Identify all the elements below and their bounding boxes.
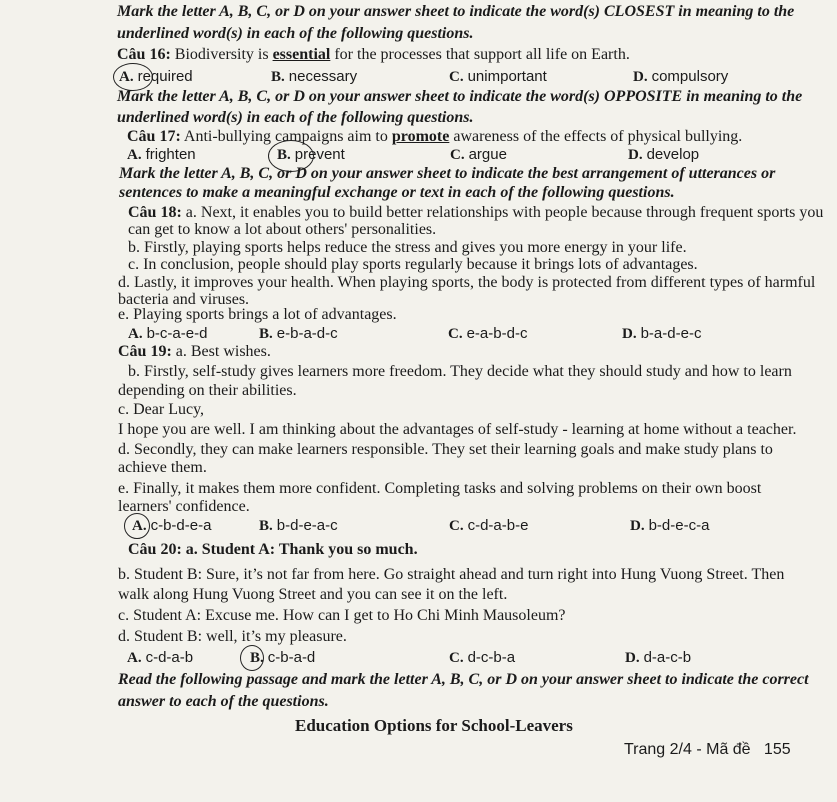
q17-option-d[interactable]: D. develop <box>628 146 700 163</box>
q20-option-a[interactable]: A. c-d-a-b <box>127 649 194 666</box>
question-19-line-9: learners' confidence. <box>118 498 250 515</box>
question-18-line-3: b. Firstly, playing sports helps reduce the stress and gives you more energy in your life. <box>128 239 687 256</box>
question-20-label: Câu 20: <box>128 541 182 558</box>
q17-option-c[interactable]: C. argue <box>450 146 507 163</box>
q19-option-a[interactable]: A. c-b-d-e-a <box>132 517 212 534</box>
q17-option-b[interactable]: B. prevent <box>277 146 345 163</box>
question-16: Câu 16: Biodiversity is essential for the processes that support all life on Earth. <box>117 46 630 63</box>
q19-option-b[interactable]: B. b-d-e-a-c <box>259 517 338 534</box>
question-18-line-2: can get to know a lot about others' personalities. <box>128 221 437 238</box>
answer-circle-mark <box>113 63 153 91</box>
question-18-line-4: c. In conclusion, people should play sports regularly because it brings lots of advantages. <box>128 256 698 273</box>
q19-option-c[interactable]: C. c-d-a-b-e <box>449 517 529 534</box>
q16-option-b[interactable]: B. necessary <box>271 68 358 85</box>
instruction-reading-line-2: answer to each of the questions. <box>118 693 329 710</box>
instruction-opposite-line-2: underlined word(s) in each of the following questions. <box>117 109 474 126</box>
q16-option-d[interactable]: D. compulsory <box>633 68 729 85</box>
question-16-label: Câu 16: <box>117 46 171 63</box>
question-19-line-1: Câu 19: a. Best wishes. <box>118 343 271 360</box>
question-17-label: Câu 17: <box>127 128 181 145</box>
question-20-line-1: Câu 20: a. Student A: Thank you so much. <box>128 541 418 558</box>
question-18-line-1: Câu 18: a. Next, it enables you to build better relationships with people because through frequent sports you <box>128 204 824 221</box>
question-19-line-6: d. Secondly, they can make learners responsible. They set their learning goals and make study plans to <box>118 441 773 458</box>
question-19-label: Câu 19: <box>118 343 172 360</box>
q20-option-b[interactable]: B. c-b-a-d <box>250 649 316 666</box>
instruction-reading-line-1: Read the following passage and mark the letter A, B, C, or D on your answer sheet to indicate the correct <box>118 671 809 688</box>
page-footer: Trang 2/4 - Mã đề 155 <box>624 741 791 758</box>
underlined-word: essential <box>272 46 331 63</box>
question-19-line-5: I hope you are well. I am thinking about the advantages of self-study - learning at home without a teacher. <box>118 421 797 438</box>
instruction-opposite-line-1: Mark the letter A, B, C, or D on your answer sheet to indicate the word(s) OPPOSITE in meaning to the <box>117 88 803 105</box>
instruction-arrange-line-2: sentences to make a meaningful exchange or text in each of the following questions. <box>119 184 675 201</box>
q20-option-d[interactable]: D. d-a-c-b <box>625 649 692 666</box>
q18-option-b[interactable]: B. e-b-a-d-c <box>259 325 338 342</box>
question-18-label: Câu 18: <box>128 204 182 221</box>
q18-option-a[interactable]: A. b-c-a-e-d <box>128 325 208 342</box>
question-19-line-2: b. Firstly, self-study gives learners more freedom. They decide what they should study and how to learn <box>128 363 792 380</box>
q20-option-c[interactable]: C. d-c-b-a <box>449 649 516 666</box>
q19-option-d[interactable]: D. b-d-e-c-a <box>630 517 710 534</box>
instruction-arrange-line-1: Mark the letter A, B, C, or D on your answer sheet to indicate the best arrangement of utterances or <box>119 165 776 182</box>
answer-circle-mark <box>124 513 150 539</box>
question-20-line-3: walk along Hung Vuong Street and you can see it on the left. <box>118 586 508 603</box>
question-18-line-5: d. Lastly, it improves your health. When playing sports, the body is protected from different types of harmful <box>118 274 816 291</box>
question-18-line-6: bacteria and viruses. <box>118 291 250 308</box>
question-18-line-7: e. Playing sports brings a lot of advantages. <box>118 306 397 323</box>
instruction-closest-line-2: underlined word(s) in each of the following questions. <box>117 25 474 42</box>
passage-title: Education Options for School-Leavers <box>295 716 573 735</box>
question-17: Câu 17: Anti-bullying campaigns aim to promote awareness of the effects of physical bullying. <box>127 128 743 145</box>
question-20-line-2: b. Student B: Sure, it’s not far from here. Go straight ahead and turn right into Hung Vuong Street. Then <box>118 566 785 583</box>
question-19-line-8: e. Finally, it makes them more confident. Completing tasks and solving problems on their own boost <box>118 480 762 497</box>
underlined-word: promote <box>391 128 450 145</box>
q18-option-c[interactable]: C. e-a-b-d-c <box>448 325 528 342</box>
q17-option-a[interactable]: A. frighten <box>127 146 196 163</box>
question-19-line-7: achieve them. <box>118 459 207 476</box>
q16-option-a[interactable]: A. required <box>119 68 193 85</box>
question-20-line-5: d. Student B: well, it’s my pleasure. <box>118 628 347 645</box>
question-19-line-3: depending on their abilities. <box>118 382 297 399</box>
question-19-line-4: c. Dear Lucy, <box>118 401 205 418</box>
q18-option-d[interactable]: D. b-a-d-e-c <box>622 325 702 342</box>
q16-option-c[interactable]: C. unimportant <box>449 68 547 85</box>
instruction-closest-line-1: Mark the letter A, B, C, or D on your answer sheet to indicate the word(s) CLOSEST in meaning to the <box>117 3 795 20</box>
question-20-line-4: c. Student A: Excuse me. How can I get to Ho Chi Minh Mausoleum? <box>118 607 566 624</box>
answer-circle-mark <box>240 645 264 671</box>
